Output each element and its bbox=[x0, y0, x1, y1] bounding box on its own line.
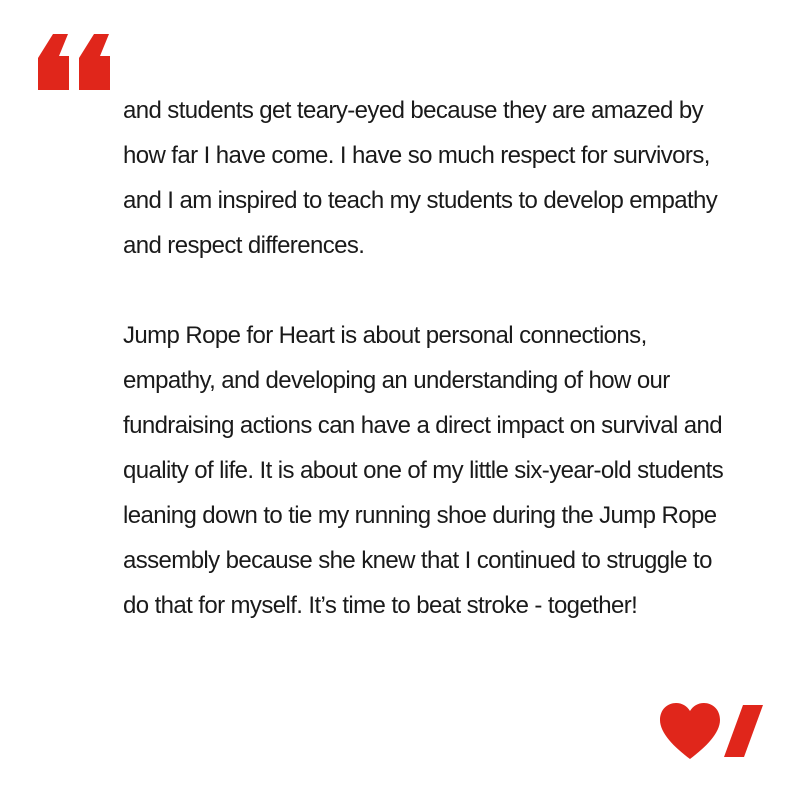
quote-paragraph-2: Jump Rope for Heart is about personal connections, empathy, and developing an understanding of how our fundraising actions can have a direct impact on survival and quality of life. It is about one of my little six-year-old students leaning down to tie my running shoe during the Jump Rope assembly because she knew that I continued to struggle to do that for myself. It’s time to beat stroke - together! bbox=[123, 322, 724, 619]
quote-text bbox=[123, 88, 788, 628]
quote-mark-icon bbox=[38, 34, 110, 90]
quote-paragraph-1: and students get teary-eyed because they are amazed by how far I have come. I have so much respect for survivors, and I am inspired to teach my students to develop empathy and respect differences. bbox=[123, 97, 718, 259]
heart-and-stroke-logo-icon bbox=[660, 703, 764, 759]
